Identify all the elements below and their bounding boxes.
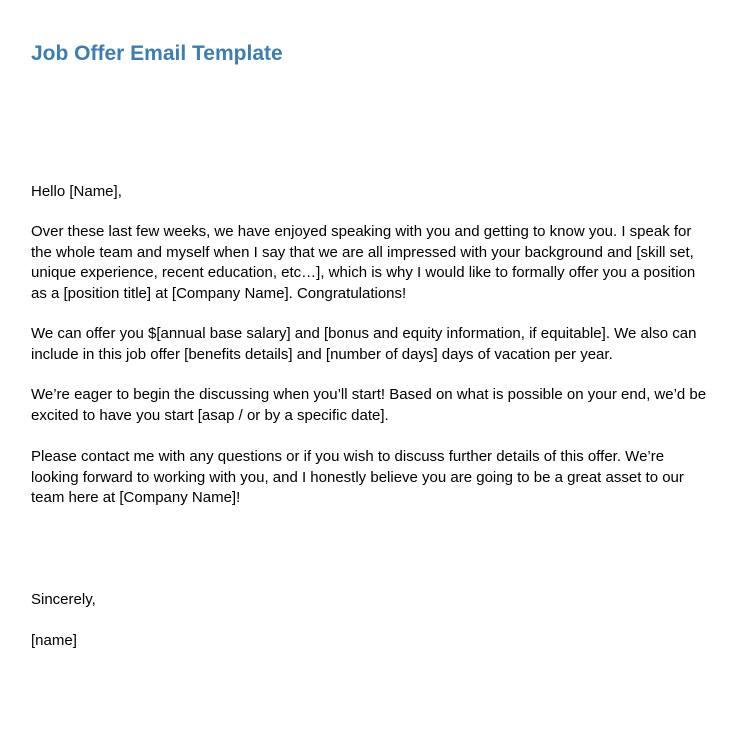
paragraph-compensation: We can offer you $[annual base salary] and [bonus and equity information, if equitable]. We also can include in this job offer [benefits details] and [number of days] days of vacation per year. bbox=[31, 325, 697, 363]
greeting-line: Hello [Name], bbox=[31, 183, 122, 200]
document-title: Job Offer Email Template bbox=[31, 42, 283, 65]
closing-line: Sincerely, bbox=[31, 591, 96, 608]
paragraph-start-date: We’re eager to begin the discussing when you’ll start! Based on what is possible on your end, we’d be excited to have you start [asap / or by a specific date]. bbox=[31, 386, 707, 424]
signature-name: [name] bbox=[31, 632, 77, 649]
paragraph-offer-intro: Over these last few weeks, we have enjoyed speaking with you and getting to know you. I speak for the whole team and myself when I say that we are all impressed with your background and [skill set, unique experience, recent education, etc…], which is why I would like to formally offer you a position as a [position title] at [Company Name]. Congratulations! bbox=[31, 223, 696, 302]
paragraph-contact: Please contact me with any questions or if you wish to discuss further details of this offer. We’re looking forward to working with you, and I honestly believe you are going to be a great asset to our team here at [Company Name]! bbox=[31, 448, 684, 506]
